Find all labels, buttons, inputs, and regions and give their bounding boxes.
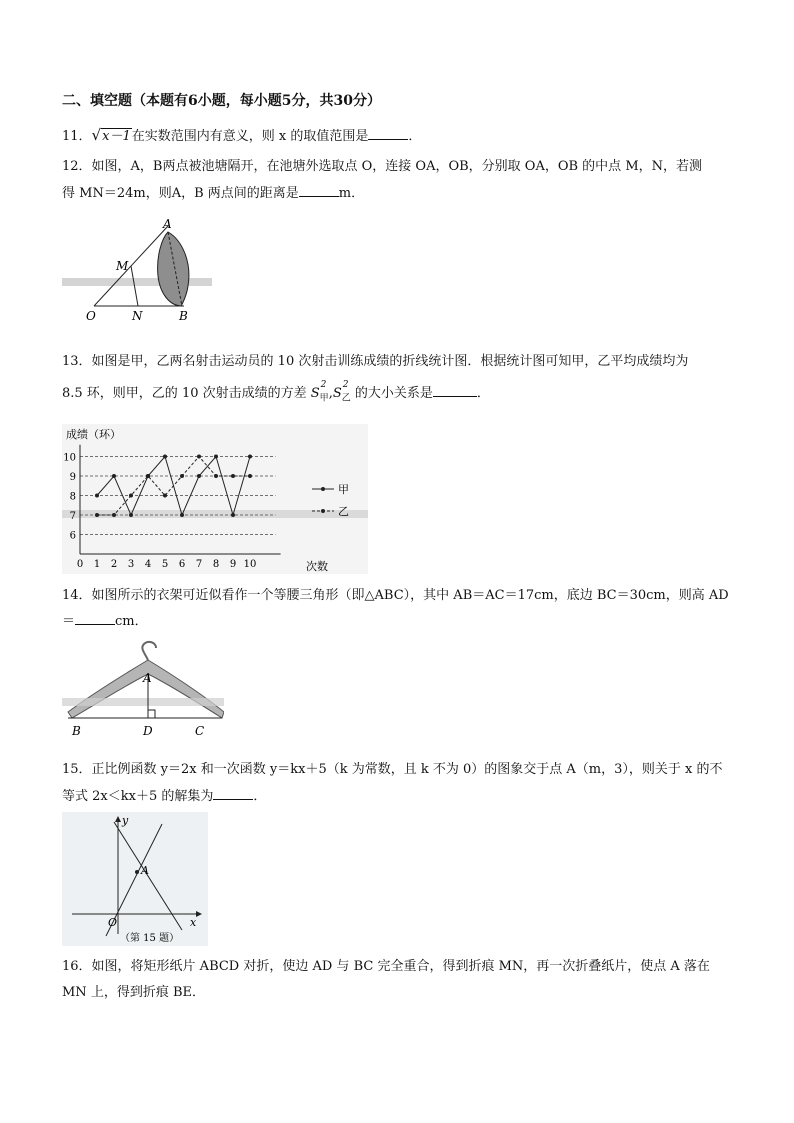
q11-radicand: x－1 <box>102 129 131 144</box>
section-heading: 二、填空题（本题有6小题，每小题5分，共30分） <box>62 93 381 109</box>
hanger-hook <box>142 642 156 660</box>
legend-marker-乙 <box>321 509 325 513</box>
x-tick-0: 0 <box>76 559 84 570</box>
q14-line1: 14．如图所示的衣架可近似看作一个等腰三角形（即△ABC），其中 AB＝AC＝17cm，底边 BC＝30cm，则高 AD <box>62 588 729 603</box>
q12-answer-blank[interactable] <box>299 184 339 197</box>
x-tick-1: 1 <box>93 559 101 570</box>
y-tick-9: 9 <box>69 472 76 483</box>
point-甲-5 <box>163 455 167 459</box>
variance-jia-sub: 甲 <box>319 393 329 404</box>
x-tick-10: 10 <box>243 559 257 570</box>
sqrt-symbol: √ <box>91 126 102 144</box>
x-tick-9: 9 <box>229 559 237 570</box>
q13-line1: 13．如图是甲，乙两名射击运动员的 10 次射击训练成绩的折线统计图．根据统计图可知甲，乙平均成绩均为 <box>62 354 689 369</box>
y-tick-7: 7 <box>69 511 76 522</box>
variance-yi-sub: 乙 <box>341 393 351 404</box>
q15-line2 <box>62 787 266 806</box>
variance-yi-symbol: S <box>332 386 342 401</box>
point-A <box>135 870 139 874</box>
point-甲-3 <box>129 513 133 517</box>
q12-text: 得 MN＝24m，则A，B 两点间的距离是 <box>62 186 299 201</box>
point-甲-1 <box>95 494 99 498</box>
x-tick-7: 7 <box>195 559 203 570</box>
chart-xlabel: 次数 <box>306 560 328 573</box>
label-A: A <box>141 864 149 877</box>
variance-yi-sup: 2 <box>342 380 349 390</box>
right-angle-mark <box>148 710 155 718</box>
point-甲-10 <box>248 455 252 459</box>
q13-text-2: 的大小关系是 <box>354 386 433 401</box>
legend-marker-甲 <box>321 487 325 491</box>
q14-text: ＝ <box>62 614 76 629</box>
q13-answer-blank[interactable] <box>433 384 477 397</box>
point-乙-4 <box>146 474 150 478</box>
q15-line1: 15．正比例函数 y＝2x 和一次函数 y＝kx＋5（k 为常数，且 k 不为 0）的图象交于点 A（m，3），则关于 x 的不 <box>62 762 723 777</box>
q11-end: ． <box>408 129 422 144</box>
label-N: N <box>132 309 143 323</box>
q12-line1: 12．如图，A，B两点被池塘隔开，在池塘外选取点 O，连接 OA，OB，分别取 OA，OB 的中点 M，N，若测 <box>62 159 703 174</box>
label-A: A <box>143 671 152 685</box>
point-乙-5 <box>163 494 167 498</box>
q14-line2 <box>62 612 148 631</box>
q15-figure <box>62 812 208 946</box>
score-line-chart <box>62 424 368 574</box>
legend-label-甲: 甲 <box>338 483 349 496</box>
q12-line2 <box>62 184 364 203</box>
q11-number: 11． <box>62 129 92 144</box>
pond-diagram <box>62 214 212 324</box>
variance-jia <box>310 380 329 404</box>
q13-end: ． <box>476 386 490 401</box>
label-A: A <box>163 217 172 231</box>
point-甲-9 <box>231 513 235 517</box>
chart-background <box>62 424 368 574</box>
point-乙-7 <box>197 455 201 459</box>
label-x: x <box>190 916 197 929</box>
x-tick-8: 8 <box>212 559 220 570</box>
scan-band <box>62 278 212 286</box>
variance-yi <box>332 380 351 404</box>
point-甲-2 <box>112 474 116 478</box>
label-D: D <box>143 724 153 738</box>
y-tick-10: 10 <box>63 452 76 464</box>
q15-end: ． <box>253 789 267 804</box>
label-B: B <box>179 309 188 323</box>
point-甲-6 <box>180 513 184 517</box>
point-甲-8 <box>214 455 218 459</box>
y-tick-8: 8 <box>69 491 76 503</box>
question-11 <box>62 126 421 146</box>
label-O: O <box>108 916 118 929</box>
q15-answer-blank[interactable] <box>213 787 253 800</box>
q12-unit: m． <box>338 186 365 201</box>
q14-unit: cm． <box>115 614 148 629</box>
point-乙-2 <box>112 513 116 517</box>
q16-line1: 16．如图，将矩形纸片 ABCD 对折，使边 AD 与 BC 完全重合，得到折痕 MN，再一次折叠纸片，使点 A 落在 <box>62 959 710 974</box>
point-乙-6 <box>180 474 184 478</box>
label-y: y <box>122 814 129 827</box>
pond-shape <box>158 232 189 306</box>
q15-text: 等式 2x＜kx＋5 的解集为 <box>62 789 214 804</box>
label-C: C <box>195 724 205 738</box>
scan-band <box>62 698 224 706</box>
label-O: O <box>86 309 96 323</box>
variance-jia-sup: 2 <box>320 380 327 390</box>
legend-label-乙: 乙 <box>338 505 349 518</box>
variance-jia-symbol: S <box>310 386 320 401</box>
point-乙-3 <box>129 494 133 498</box>
q13-line2 <box>62 380 490 408</box>
chart-ylabel: 成绩（环） <box>66 428 121 441</box>
q13-text: 8.5 环，则甲，乙的 10 次射击成绩的方差 <box>62 386 307 401</box>
x-tick-6: 6 <box>178 559 186 570</box>
y-tick-6: 6 <box>69 530 76 542</box>
q12-figure <box>62 214 212 324</box>
point-甲-7 <box>197 474 201 478</box>
hanger-diagram <box>62 638 224 738</box>
variance-comma: , <box>328 386 333 401</box>
function-graph <box>62 812 208 946</box>
x-tick-4: 4 <box>144 559 152 570</box>
hanger-body <box>68 660 224 718</box>
q16-line2: MN 上，得到折痕 BE． <box>62 985 205 1000</box>
label-M: M <box>116 259 129 273</box>
x-tick-3: 3 <box>127 559 135 570</box>
q14-figure <box>62 638 224 738</box>
q13-chart <box>62 424 368 574</box>
x-tick-2: 2 <box>110 559 118 570</box>
point-乙-8 <box>214 474 218 478</box>
point-乙-10 <box>248 474 252 478</box>
figure-caption: （第 15 题） <box>120 933 180 944</box>
point-乙-1 <box>95 513 99 517</box>
q11-text: 在实数范围内有意义，则 x 的取值范围是 <box>131 129 369 144</box>
q11-answer-blank[interactable] <box>368 127 408 140</box>
x-tick-5: 5 <box>161 559 169 570</box>
q14-answer-blank[interactable] <box>75 612 115 625</box>
point-乙-9 <box>231 474 235 478</box>
label-B: B <box>72 724 81 738</box>
